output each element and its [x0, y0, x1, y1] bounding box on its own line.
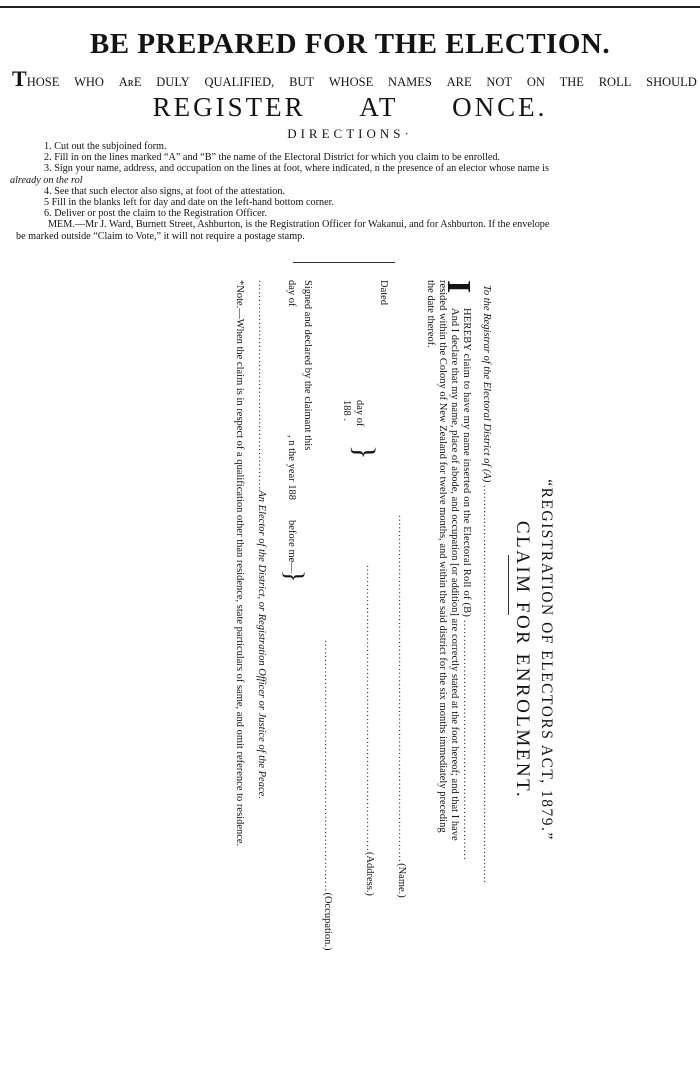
direction-item: 4. See that such elector also signs, at foot of the attestation.: [44, 185, 286, 197]
divider-rule: [293, 262, 395, 263]
subline-word-3: AʀE: [118, 75, 142, 89]
brace-signed: }: [280, 570, 309, 583]
subline-word-14: SHOULD: [646, 75, 697, 89]
footnote: *Note.—When the claim is in respect of a qualification other than residence, state particulars of same, and omit reference to residence.: [234, 280, 245, 847]
name-line[interactable]: [396, 515, 407, 898]
dated-label: Dated: [378, 280, 389, 306]
signed-declared-label: Signed and declared by the claimant this: [302, 280, 313, 451]
subline-word-7: WHOSE: [328, 75, 374, 89]
direction-item: 5 Fill in the blanks left for day and date on the left-hand bottom corner.: [44, 197, 334, 209]
name-field[interactable]: ...........................................................................................: [396, 515, 407, 864]
in-the-year-label: , n the year 188: [286, 435, 297, 501]
register-word-2: AT: [359, 92, 399, 122]
direction-item: 3. Sign your name, address, and occupation on the lines at foot, where indicated, n the presence of an elector whose name is: [44, 163, 549, 175]
direction-item: already on the rol: [10, 174, 83, 186]
form-subtitle: CLAIM FOR ENROLMENT.: [512, 520, 533, 800]
subline-word-13: ROLL: [598, 75, 632, 89]
year-188-label: 188 .: [341, 400, 352, 421]
subline-word-2: WHO: [74, 75, 104, 89]
name-label: (Name.): [396, 863, 407, 898]
day-of-label-2: day of: [286, 280, 297, 307]
claim-form-rotated: [145, 280, 555, 1040]
register-at-once: [0, 92, 700, 123]
registrar-line[interactable]: [481, 285, 492, 884]
form-title: “REGISTRATION OF ELECTORS ACT, 1879.”: [538, 479, 555, 841]
subline-word-11: ON: [526, 75, 545, 89]
subline: [12, 66, 697, 91]
occupation-field[interactable]: ..................................................................: [322, 640, 333, 893]
address-field[interactable]: ...........................................................................: [364, 565, 375, 852]
direction-item: 6. Deliver or post the claim to the Registration Officer.: [44, 208, 268, 220]
drop-cap: I: [440, 280, 477, 294]
subline-word-8: NAMES: [388, 75, 432, 89]
form-title-rule: [508, 555, 509, 615]
elector-line[interactable]: [256, 280, 267, 799]
elector-signature-field[interactable]: .......................................................: [256, 280, 267, 491]
register-word-1: REGISTER: [152, 92, 306, 122]
district-a-field[interactable]: ..............................................................................................................: [481, 484, 492, 884]
top-border-rule: [0, 6, 700, 8]
claim-line-4: the date thereof.: [425, 280, 436, 348]
occupation-label: (Occupation.): [322, 892, 333, 951]
before-me-label: before me—: [286, 520, 297, 573]
claim-line-3: resided within the Colony of New Zealand for twelve months, and within the said district for the six months immediately preceding: [437, 280, 448, 833]
subline-word-1: THOSE: [12, 66, 60, 91]
direction-item: 1. Cut out the subjoined form.: [44, 141, 167, 152]
subline-word-12: THE: [559, 75, 584, 89]
claim-line-2: And I declare that my name, place of abode, and occupation [or addition] are correctly stated at the foot hereof; and that I have: [449, 308, 460, 841]
address-label: (Address.): [364, 851, 375, 896]
register-word-3: ONCE.: [452, 92, 548, 122]
subline-word-10: NOT: [486, 75, 513, 89]
elector-label: An Elector of the District, or Registration Officer or Justice of the Peace.: [256, 490, 267, 799]
day-of-label: day of: [354, 400, 365, 427]
directions-title: DIRECTIONS·: [287, 126, 413, 141]
occupation-line[interactable]: [322, 640, 333, 950]
claim-line-1: [461, 308, 472, 861]
subline-word-5: QUALIFIED,: [204, 75, 275, 89]
headline: BE PREPARED FOR THE ELECTION.: [89, 28, 611, 60]
subline-word-4: DULY: [156, 75, 190, 89]
direction-memo: be marked outside “Claim to Vote,” it will not require a postage stamp.: [16, 230, 305, 242]
registrar-label: To the Registrar of the Electoral District of (A): [481, 285, 492, 483]
claim-text: HEREBY claim to have my name inserted on the Electoral Roll of (B): [461, 308, 472, 618]
directions-list: [0, 141, 700, 242]
brace-dated: }: [348, 445, 381, 460]
direction-memo: MEM.—Mr J. Ward, Burnett Street, Ashburton, is the Registration Officer for Wakanui, and for Ashburton. If the envelope: [48, 219, 550, 231]
direction-item: 2. Fill in on the lines marked “A” and “B” the name of the Electoral District for which you claim to be enrolled.: [44, 152, 501, 164]
subline-word-6: BUT: [289, 75, 315, 89]
district-b-field[interactable]: ...............................................................: [461, 619, 472, 861]
address-line[interactable]: [364, 565, 375, 896]
subline-word-9: ARE: [446, 75, 472, 89]
